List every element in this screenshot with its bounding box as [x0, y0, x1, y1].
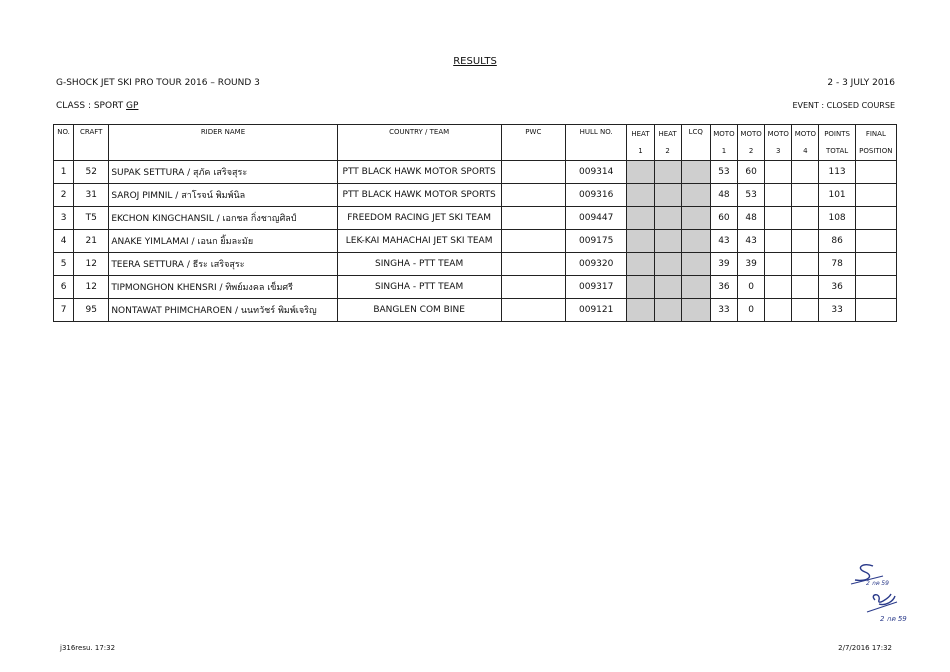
cell-final	[855, 276, 896, 299]
cell-moto1: 48	[710, 184, 737, 207]
cell-moto4	[792, 184, 819, 207]
cell-craft: 12	[74, 253, 109, 276]
cell-moto2: 0	[738, 276, 765, 299]
footer-print-date: 2/7/2016 17:32	[838, 644, 892, 652]
signature-date-1: 2 กค 59	[866, 580, 889, 587]
cell-heat2	[654, 253, 681, 276]
class-prefix: CLASS : SPORT	[56, 101, 127, 111]
cell-rider: EKCHON KINGCHANSIL / เอกชล กิ่งชาญศิลป์	[109, 207, 337, 230]
table-row	[54, 299, 897, 322]
cell-moto3	[765, 184, 792, 207]
results-table	[53, 124, 897, 322]
cell-moto2: 53	[738, 184, 765, 207]
cell-moto3	[765, 230, 792, 253]
table-row	[54, 230, 897, 253]
cell-lcq	[681, 299, 710, 322]
cell-no: 7	[54, 299, 74, 322]
header-moto3-num: 3	[765, 143, 792, 161]
table-row	[54, 184, 897, 207]
cell-lcq	[681, 230, 710, 253]
cell-heat1	[627, 253, 654, 276]
cell-team: SINGHA - PTT TEAM	[337, 276, 501, 299]
cell-team: SINGHA - PTT TEAM	[337, 253, 501, 276]
cell-moto4	[792, 276, 819, 299]
cell-pwc	[501, 161, 565, 184]
header-no: NO.	[54, 125, 74, 161]
cell-pwc	[501, 184, 565, 207]
cell-moto2: 0	[738, 299, 765, 322]
cell-hull: 009317	[566, 276, 627, 299]
cell-total: 78	[819, 253, 855, 276]
cell-moto1: 39	[710, 253, 737, 276]
cell-total: 113	[819, 161, 855, 184]
cell-moto1: 36	[710, 276, 737, 299]
cell-craft: 21	[74, 230, 109, 253]
cell-moto1: 33	[710, 299, 737, 322]
cell-heat1	[627, 184, 654, 207]
cell-moto2: 60	[738, 161, 765, 184]
cell-hull: 009175	[566, 230, 627, 253]
cell-pwc	[501, 207, 565, 230]
cell-hull: 009121	[566, 299, 627, 322]
cell-team: PTT BLACK HAWK MOTOR SPORTS	[337, 184, 501, 207]
cell-hull: 009447	[566, 207, 627, 230]
cell-moto3	[765, 276, 792, 299]
header-points: POINTS	[819, 125, 855, 143]
event-dates: 2 - 3 JULY 2016	[827, 78, 895, 88]
cell-final	[855, 207, 896, 230]
header-pwc: PWC	[501, 125, 565, 161]
class-name: GP	[126, 101, 139, 111]
cell-no: 1	[54, 161, 74, 184]
cell-final	[855, 299, 896, 322]
cell-final	[855, 184, 896, 207]
cell-hull: 009316	[566, 184, 627, 207]
cell-lcq	[681, 276, 710, 299]
header-heat2-num: 2	[654, 143, 681, 161]
cell-heat1	[627, 299, 654, 322]
cell-moto4	[792, 161, 819, 184]
cell-moto1: 53	[710, 161, 737, 184]
header-moto3: MOTO	[765, 125, 792, 143]
results-title: RESULTS	[453, 56, 497, 67]
cell-heat2	[654, 184, 681, 207]
header-final-position: POSITION	[855, 143, 896, 161]
cell-heat1	[627, 230, 654, 253]
cell-moto4	[792, 207, 819, 230]
cell-moto4	[792, 230, 819, 253]
cell-moto2: 39	[738, 253, 765, 276]
table-row	[54, 161, 897, 184]
cell-pwc	[501, 299, 565, 322]
cell-team: LEK-KAI MAHACHAI JET SKI TEAM	[337, 230, 501, 253]
header-heat2: HEAT	[654, 125, 681, 143]
table-row	[54, 276, 897, 299]
cell-moto2: 43	[738, 230, 765, 253]
cell-final	[855, 230, 896, 253]
cell-total: 36	[819, 276, 855, 299]
cell-total: 108	[819, 207, 855, 230]
cell-total: 86	[819, 230, 855, 253]
cell-craft: 95	[74, 299, 109, 322]
cell-moto3	[765, 253, 792, 276]
cell-heat1	[627, 161, 654, 184]
cell-final	[855, 161, 896, 184]
cell-hull: 009320	[566, 253, 627, 276]
tour-name: G-SHOCK JET SKI PRO TOUR 2016 – ROUND 3	[56, 78, 260, 88]
header-points-total: TOTAL	[819, 143, 855, 161]
cell-rider: SAROJ PIMNIL / สาโรจน์ พิมพ์นิล	[109, 184, 337, 207]
header-final: FINAL	[855, 125, 896, 143]
header-moto1: MOTO	[710, 125, 737, 143]
cell-rider: ANAKE YIMLAMAI / เอนก ยิ้มละมัย	[109, 230, 337, 253]
cell-no: 2	[54, 184, 74, 207]
cell-pwc	[501, 230, 565, 253]
cell-rider: TEERA SETTURA / ธีระ เสริจสุระ	[109, 253, 337, 276]
header-hull-no: HULL NO.	[566, 125, 627, 161]
header-lcq: LCQ	[681, 125, 710, 161]
table-row	[54, 207, 897, 230]
cell-team: BANGLEN COM BINE	[337, 299, 501, 322]
cell-final	[855, 253, 896, 276]
cell-lcq	[681, 253, 710, 276]
cell-moto3	[765, 207, 792, 230]
cell-pwc	[501, 276, 565, 299]
cell-lcq	[681, 207, 710, 230]
cell-moto3	[765, 161, 792, 184]
header-moto4: MOTO	[792, 125, 819, 143]
cell-team: PTT BLACK HAWK MOTOR SPORTS	[337, 161, 501, 184]
header-rider-name: RIDER NAME	[109, 125, 337, 161]
cell-no: 5	[54, 253, 74, 276]
cell-craft: 31	[74, 184, 109, 207]
cell-lcq	[681, 161, 710, 184]
cell-heat1	[627, 207, 654, 230]
cell-heat2	[654, 161, 681, 184]
header-craft: CRAFT	[74, 125, 109, 161]
cell-moto4	[792, 299, 819, 322]
signature-date-2: 2 กค 59	[880, 615, 907, 623]
cell-moto2: 48	[738, 207, 765, 230]
cell-rider: SUPAK SETTURA / สุภัค เสริจสุระ	[109, 161, 337, 184]
cell-hull: 009314	[566, 161, 627, 184]
cell-craft: T5	[74, 207, 109, 230]
cell-rider: TIPMONGHON KHENSRI / ทิพย์มงคล เข็มศรี	[109, 276, 337, 299]
cell-heat2	[654, 276, 681, 299]
cell-total: 101	[819, 184, 855, 207]
cell-moto3	[765, 299, 792, 322]
header-country-team: COUNTRY / TEAM	[337, 125, 501, 161]
cell-no: 3	[54, 207, 74, 230]
cell-moto1: 43	[710, 230, 737, 253]
header-moto2-num: 2	[738, 143, 765, 161]
cell-craft: 12	[74, 276, 109, 299]
cell-no: 4	[54, 230, 74, 253]
cell-total: 33	[819, 299, 855, 322]
cell-craft: 52	[74, 161, 109, 184]
event-type: EVENT : CLOSED COURSE	[792, 101, 895, 110]
cell-lcq	[681, 184, 710, 207]
header-heat1: HEAT	[627, 125, 654, 143]
cell-heat2	[654, 299, 681, 322]
cell-pwc	[501, 253, 565, 276]
header-moto2: MOTO	[738, 125, 765, 143]
table-row	[54, 253, 897, 276]
cell-no: 6	[54, 276, 74, 299]
cell-heat2	[654, 207, 681, 230]
cell-team: FREEDOM RACING JET SKI TEAM	[337, 207, 501, 230]
cell-moto4	[792, 253, 819, 276]
class-label	[56, 101, 138, 111]
cell-rider: NONTAWAT PHIMCHAROEN / นนทวัชร์ พิมพ์เจริญ	[109, 299, 337, 322]
cell-heat2	[654, 230, 681, 253]
footer-file-stamp: j316resu. 17:32	[60, 644, 116, 652]
cell-heat1	[627, 276, 654, 299]
header-moto1-num: 1	[710, 143, 737, 161]
cell-moto1: 60	[710, 207, 737, 230]
header-heat1-num: 1	[627, 143, 654, 161]
header-moto4-num: 4	[792, 143, 819, 161]
